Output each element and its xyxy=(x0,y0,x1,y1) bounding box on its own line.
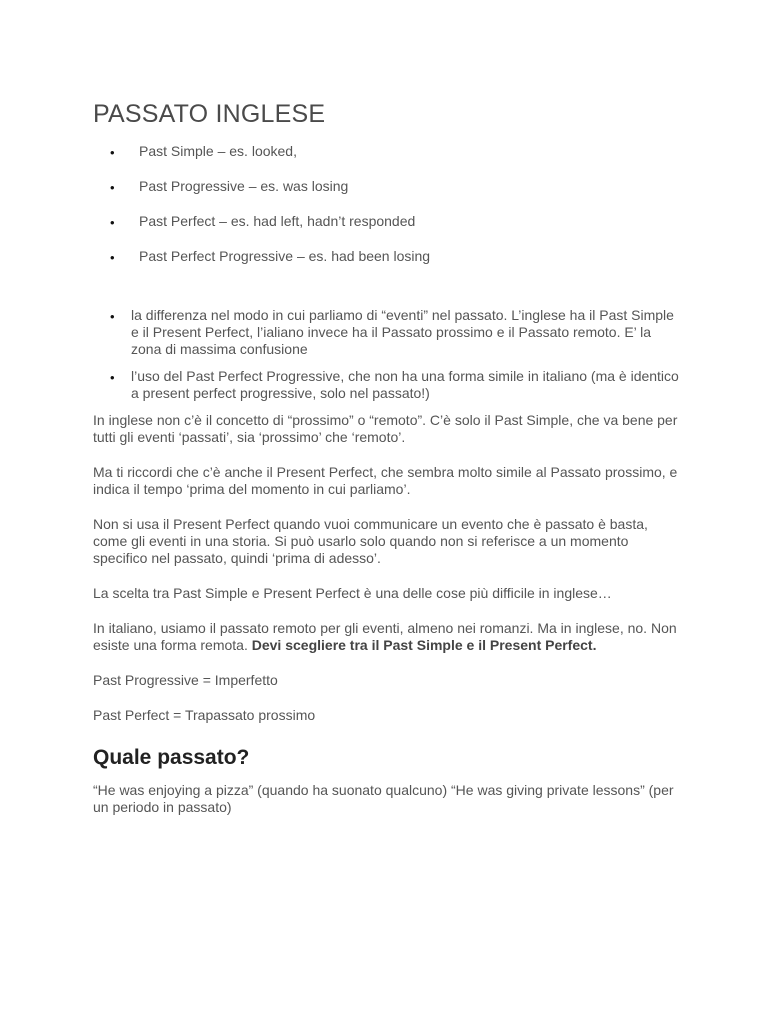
list-item-text: Past Perfect Progressive – es. had been losing xyxy=(139,248,431,264)
list-item xyxy=(93,368,683,402)
bullet-icon: • xyxy=(110,215,115,230)
page-title: PASSATO INGLESE xyxy=(93,100,326,128)
emphasis-text: Devi scegliere tra il Past Simple e il Present Perfect. xyxy=(251,637,597,653)
paragraph: Non si usa il Present Perfect quando vuoi communicare un evento che è passato è basta, come gli eventi in una storia. Si può usarlo solo quando non si referisce a un momento specifico nel passato, quindi ‘prima di adesso’. xyxy=(93,516,648,566)
list-item-text: la differenza nel modo in cui parliamo di “eventi” nel passato. L’inglese ha il Past Simple e il Present Perfect, l’ialiano invece ha il Passato prossimo e il Passato remoto. E’ la zona di massima confusione xyxy=(131,307,674,357)
paragraph: “He was enjoying a pizza” (quando ha suonato qualcuno) “He was giving private lessons” (per un periodo in passato) xyxy=(93,782,674,815)
list-item xyxy=(93,178,683,195)
document-page xyxy=(93,100,683,834)
list-item-text: Past Progressive – es. was losing xyxy=(139,178,349,194)
bullet-icon: • xyxy=(110,180,115,195)
list-item xyxy=(93,248,683,265)
list-item-text: Past Simple – es. looked, xyxy=(139,143,297,159)
list-item-text: Past Perfect – es. had left, hadn’t responded xyxy=(139,213,416,229)
bullet-icon: • xyxy=(110,309,115,324)
bullet-icon: • xyxy=(110,250,115,265)
bullet-icon: • xyxy=(110,370,115,385)
paragraph: In inglese non c’è il concetto di “prossimo” o “remoto”. C’è solo il Past Simple, che va bene per tutti gli eventi ‘passati’, sia ‘prossimo’ che ‘remoto’. xyxy=(93,412,678,445)
list-item xyxy=(93,213,683,230)
tense-list xyxy=(93,143,683,265)
paragraph-text: In italiano, usiamo il passato remoto per gli eventi, almeno nei romanzi. Ma in inglese, no. Non esiste una forma remota. xyxy=(93,620,677,653)
paragraph: Past Perfect = Trapassato prossimo xyxy=(93,707,316,723)
paragraph: Past Progressive = Imperfetto xyxy=(93,672,278,688)
list-item xyxy=(93,307,683,358)
paragraph: Ma ti riccordi che c’è anche il Present Perfect, che sembra molto simile al Passato prossimo, e indica il tempo ‘prima del momento in cui parliamo’. xyxy=(93,464,678,497)
list-item xyxy=(93,143,683,160)
paragraph-with-emphasis xyxy=(93,620,683,654)
section-heading: Quale passato? xyxy=(93,746,250,769)
bullet-icon: • xyxy=(110,145,115,160)
difficulty-list xyxy=(93,307,683,402)
list-item-text: l’uso del Past Perfect Progressive, che non ha una forma simile in italiano (ma è identico a present perfect progressive, solo nel passato!) xyxy=(131,368,679,401)
paragraph: La scelta tra Past Simple e Present Perfect è una delle cose più difficile in inglese… xyxy=(93,585,612,601)
